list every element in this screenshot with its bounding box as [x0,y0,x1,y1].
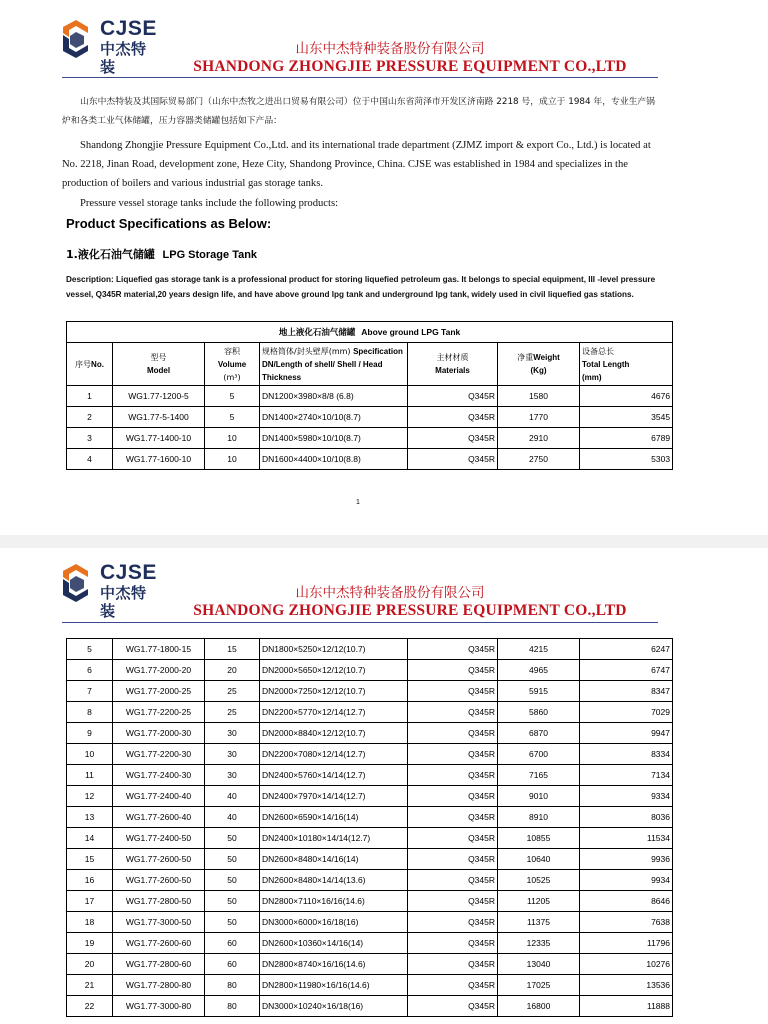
table-title-en: Above ground LPG Tank [361,327,461,337]
cell-volume: 50 [205,870,260,891]
cell-no: 3 [67,428,113,449]
cell-material: Q345R [408,954,498,975]
cell-weight: 10525 [498,870,580,891]
cjse-logo-icon [62,562,98,606]
table-title-cn: 地上液化石油气储罐 [278,328,356,338]
cell-spec: DN3000×10240×16/18(16) [260,996,408,1017]
cell-volume: 40 [205,807,260,828]
logo-text-cn: 中杰特装 [100,584,147,620]
cell-spec: DN2600×8480×14/14(13.6) [260,870,408,891]
cell-model: WG1.77-1600-10 [113,449,205,470]
table-row [67,954,673,975]
cell-spec: DN1600×4400×10/10(8.8) [260,449,408,470]
cjse-logo-icon [62,18,98,62]
table-row [67,449,673,470]
cell-volume: 80 [205,975,260,996]
cell-length: 8347 [580,681,673,702]
cell-volume: 5 [205,407,260,428]
cell-model: WG1.77-1200-5 [113,386,205,407]
cell-model: WG1.77-2000-20 [113,660,205,681]
cell-spec: DN2400×10180×14/14(12.7) [260,828,408,849]
table-row [67,807,673,828]
table-row [67,765,673,786]
cell-no: 19 [67,933,113,954]
table-row [67,744,673,765]
cell-model: WG1.77-2800-80 [113,975,205,996]
cell-weight: 4215 [498,639,580,660]
intro-paragraph-cn: 山东中杰特装及其国际贸易部门（山东中杰牧之进出口贸易有限公司）位于中国山东省菏泽市开发区济南路 2218 号，成立于 1984 年，专业生产锅炉和各类工业气体储罐，压力容器类储罐包括如下产品： [62,97,655,126]
header-material-en: Materials [435,366,470,375]
header-weight [498,343,580,386]
cell-length: 9936 [580,849,673,870]
cell-material: Q345R [408,639,498,660]
table-row [67,996,673,1017]
table-row [67,702,673,723]
table-title [67,322,673,343]
cell-volume: 50 [205,849,260,870]
cell-no: 7 [67,681,113,702]
cell-spec: DN2000×5650×12/12(10.7) [260,660,408,681]
header-length-cn: 设备总长 [582,346,614,356]
table-row [67,660,673,681]
cell-weight: 2910 [498,428,580,449]
page-number: 1 [356,499,360,506]
intro-paragraph-en: Shandong Zhongjie Pressure Equipment Co.,Ltd. and its international trade department (ZJMZ import & export Co., Ltd.) is located at No. 2218, Jinan Road, development zone, Heze City, Shandong Province, China. CJSE was established in 1984 and specializes in the production of boilers and various industrial gas storage tanks. [62,140,651,189]
cell-spec: DN1800×5250×12/12(10.7) [260,639,408,660]
cell-weight: 7165 [498,765,580,786]
product-title-cn: 液化石油气储罐 [77,248,155,261]
table-row [67,386,673,407]
cell-weight: 17025 [498,975,580,996]
header-spec [260,343,408,386]
cell-length: 10276 [580,954,673,975]
table-title-row [67,322,673,343]
header-material-cn: 主材材质 [436,353,469,362]
cell-material: Q345R [408,407,498,428]
cell-no: 16 [67,870,113,891]
header-no-en: No. [91,359,104,369]
cell-material: Q345R [408,912,498,933]
cell-weight: 12335 [498,933,580,954]
header-volume [205,343,260,386]
cell-weight: 9010 [498,786,580,807]
company-name-cn: 山东中杰特种装备股份有限公司 [295,585,485,601]
cell-no: 15 [67,849,113,870]
table-row [67,933,673,954]
cell-length: 7134 [580,765,673,786]
cell-spec: DN3000×6000×16/18(16) [260,912,408,933]
product-description: Description: Liquefied gas storage tank is a professional product for storing liquefied petroleum gas. It belongs to special equipment, III -level pressure vessel, Q345R material,20 years design life, and have above ground lpg tank and underground lpg tank, widely used in civil liquefied gas stations. [66,275,656,299]
cell-volume: 25 [205,681,260,702]
cell-model: WG1.77-3000-50 [113,912,205,933]
cell-weight: 11205 [498,891,580,912]
cell-model: WG1.77-2400-40 [113,786,205,807]
product-title-number: 1. [66,248,78,261]
cell-model: WG1.77-2000-30 [113,723,205,744]
cell-length: 7638 [580,912,673,933]
company-logo [62,17,157,76]
cell-material: Q345R [408,386,498,407]
section-title: Product Specifications as Below: [66,216,272,231]
header-no-cn: 序号 [75,359,92,369]
cell-model: WG1.77-2600-50 [113,870,205,891]
cell-weight: 6870 [498,723,580,744]
logo-text-cn: 中杰特装 [100,40,147,76]
cell-spec: DN2800×11980×16/16(14.6) [260,975,408,996]
company-name-cn: 山东中杰特种装备股份有限公司 [295,41,485,57]
intro-products-line: Pressure vessel storage tanks include the following products: [80,198,339,209]
table-row [67,891,673,912]
cell-length: 13536 [580,975,673,996]
cell-spec: DN2800×8740×16/16(14.6) [260,954,408,975]
table-row [67,849,673,870]
header-length [580,343,673,386]
table-row [67,870,673,891]
cell-weight: 1770 [498,407,580,428]
logo-text-en: CJSE [100,17,157,40]
cell-length: 5303 [580,449,673,470]
header-weight-unit: (Kg) [530,366,547,375]
cell-spec: DN2800×7110×16/16(14.6) [260,891,408,912]
header-length-unit: (mm) [582,372,602,382]
header-length-en: Total Length [582,359,630,369]
cell-spec: DN1400×2740×10/10(8.7) [260,407,408,428]
cell-no: 18 [67,912,113,933]
cell-weight: 2750 [498,449,580,470]
cell-model: WG1.77-5-1400 [113,407,205,428]
cell-spec: DN2200×7080×12/14(12.7) [260,744,408,765]
cell-volume: 30 [205,765,260,786]
cell-no: 21 [67,975,113,996]
cell-weight: 5915 [498,681,580,702]
header-rule [62,622,658,623]
table-row [67,681,673,702]
header-spec-en: Specification DN/Length of shell/ Shell / Head Thickness [262,346,403,382]
header-material [408,343,498,386]
cell-no: 17 [67,891,113,912]
cell-spec: DN2600×10360×14/16(14) [260,933,408,954]
cell-material: Q345R [408,681,498,702]
cell-model: WG1.77-3000-80 [113,996,205,1017]
cell-length: 6789 [580,428,673,449]
cell-volume: 50 [205,828,260,849]
cell-model: WG1.77-1800-15 [113,639,205,660]
cell-material: Q345R [408,828,498,849]
cell-spec: DN2600×6590×14/16(14) [260,807,408,828]
cell-length: 8334 [580,744,673,765]
cell-material: Q345R [408,891,498,912]
cell-material: Q345R [408,744,498,765]
cell-length: 8036 [580,807,673,828]
header-no [67,343,113,386]
cell-length: 7029 [580,702,673,723]
document-page-2 [0,548,768,1024]
header-model [113,343,205,386]
cell-weight: 4965 [498,660,580,681]
cell-material: Q345R [408,996,498,1017]
header-weight-en: Weight [533,353,560,362]
cell-material: Q345R [408,975,498,996]
header-model-cn: 型号 [150,353,167,362]
cell-weight: 10855 [498,828,580,849]
cell-spec: DN2400×5760×14/14(12.7) [260,765,408,786]
cell-material: Q345R [408,849,498,870]
cell-material: Q345R [408,723,498,744]
cell-model: WG1.77-2200-30 [113,744,205,765]
table-body-page-1 [67,386,673,470]
table-row [67,407,673,428]
cell-length: 11796 [580,933,673,954]
cell-volume: 10 [205,449,260,470]
cell-material: Q345R [408,660,498,681]
table-row [67,912,673,933]
cell-no: 11 [67,765,113,786]
cell-no: 8 [67,702,113,723]
cell-volume: 25 [205,702,260,723]
header-volume-en: Volume [217,359,247,369]
cell-weight: 11375 [498,912,580,933]
cell-volume: 50 [205,912,260,933]
cell-model: WG1.77-2600-60 [113,933,205,954]
cell-model: WG1.77-2600-40 [113,807,205,828]
cell-spec: DN2600×8480×14/16(14) [260,849,408,870]
cell-model: WG1.77-2400-50 [113,828,205,849]
cell-no: 9 [67,723,113,744]
header-weight-cn: 净重 [517,353,534,362]
cell-no: 13 [67,807,113,828]
cell-model: WG1.77-2200-25 [113,702,205,723]
header-spec-cn: 规格筒体/封头壁厚(mm) [262,346,351,356]
cell-material: Q345R [408,870,498,891]
logo-text-en: CJSE [100,561,157,584]
table-row [67,828,673,849]
cell-spec: DN1200×3980×8/8 (6.8) [260,386,408,407]
cell-no: 14 [67,828,113,849]
cell-no: 22 [67,996,113,1017]
cell-spec: DN2000×7250×12/12(10.7) [260,681,408,702]
cell-volume: 60 [205,933,260,954]
cell-model: WG1.77-2000-25 [113,681,205,702]
table-header-row [67,343,673,386]
cell-length: 9947 [580,723,673,744]
page-gap [0,535,768,548]
cell-no: 10 [67,744,113,765]
cell-no: 6 [67,660,113,681]
header-volume-cn: 容积 [224,346,240,356]
cell-weight: 13040 [498,954,580,975]
cell-spec: DN2000×8840×12/12(10.7) [260,723,408,744]
cell-weight: 16800 [498,996,580,1017]
cell-length: 4676 [580,386,673,407]
cell-length: 3545 [580,407,673,428]
table-body-page-2 [67,639,673,1017]
cell-length: 9934 [580,870,673,891]
table-row [67,723,673,744]
cell-model: WG1.77-2600-50 [113,849,205,870]
table-row [67,786,673,807]
cell-material: Q345R [408,702,498,723]
table-row [67,639,673,660]
header-rule [62,77,658,78]
cell-length: 6247 [580,639,673,660]
cell-weight: 5860 [498,702,580,723]
cell-model: WG1.77-2400-30 [113,765,205,786]
cell-volume: 30 [205,744,260,765]
product-title [66,246,257,262]
table-row [67,975,673,996]
cell-no: 2 [67,407,113,428]
cell-no: 1 [67,386,113,407]
cell-length: 9334 [580,786,673,807]
cell-material: Q345R [408,933,498,954]
cell-material: Q345R [408,765,498,786]
cell-volume: 50 [205,891,260,912]
spec-table-page-2 [66,638,673,1017]
cell-volume: 20 [205,660,260,681]
cell-weight: 1580 [498,386,580,407]
cell-volume: 80 [205,996,260,1017]
cell-material: Q345R [408,807,498,828]
cell-material: Q345R [408,786,498,807]
cell-model: WG1.77-1400-10 [113,428,205,449]
cell-model: WG1.77-2800-50 [113,891,205,912]
cell-volume: 30 [205,723,260,744]
cell-spec: DN2200×5770×12/14(12.7) [260,702,408,723]
cell-length: 6747 [580,660,673,681]
cell-volume: 40 [205,786,260,807]
cell-no: 4 [67,449,113,470]
cell-material: Q345R [408,449,498,470]
cell-volume: 60 [205,954,260,975]
cell-material: Q345R [408,428,498,449]
header-volume-unit: (m³) [223,372,241,382]
cell-length: 11888 [580,996,673,1017]
cell-spec: DN1400×5980×10/10(8.7) [260,428,408,449]
cell-volume: 10 [205,428,260,449]
cell-no: 5 [67,639,113,660]
cell-no: 20 [67,954,113,975]
company-name-en: SHANDONG ZHONGJIE PRESSURE EQUIPMENT CO.,LTD [193,602,627,619]
cell-weight: 6700 [498,744,580,765]
cell-length: 11534 [580,828,673,849]
cell-model: WG1.77-2800-60 [113,954,205,975]
cell-volume: 15 [205,639,260,660]
table-row [67,428,673,449]
company-name-en: SHANDONG ZHONGJIE PRESSURE EQUIPMENT CO.,LTD [193,58,627,75]
cell-spec: DN2400×7970×14/14(12.7) [260,786,408,807]
cell-weight: 8910 [498,807,580,828]
cell-weight: 10640 [498,849,580,870]
cell-length: 8646 [580,891,673,912]
spec-table-page-1 [66,321,673,470]
cell-volume: 5 [205,386,260,407]
cell-no: 12 [67,786,113,807]
product-title-en: LPG Storage Tank [162,249,258,261]
company-logo [62,561,157,620]
header-model-en: Model [146,366,171,375]
